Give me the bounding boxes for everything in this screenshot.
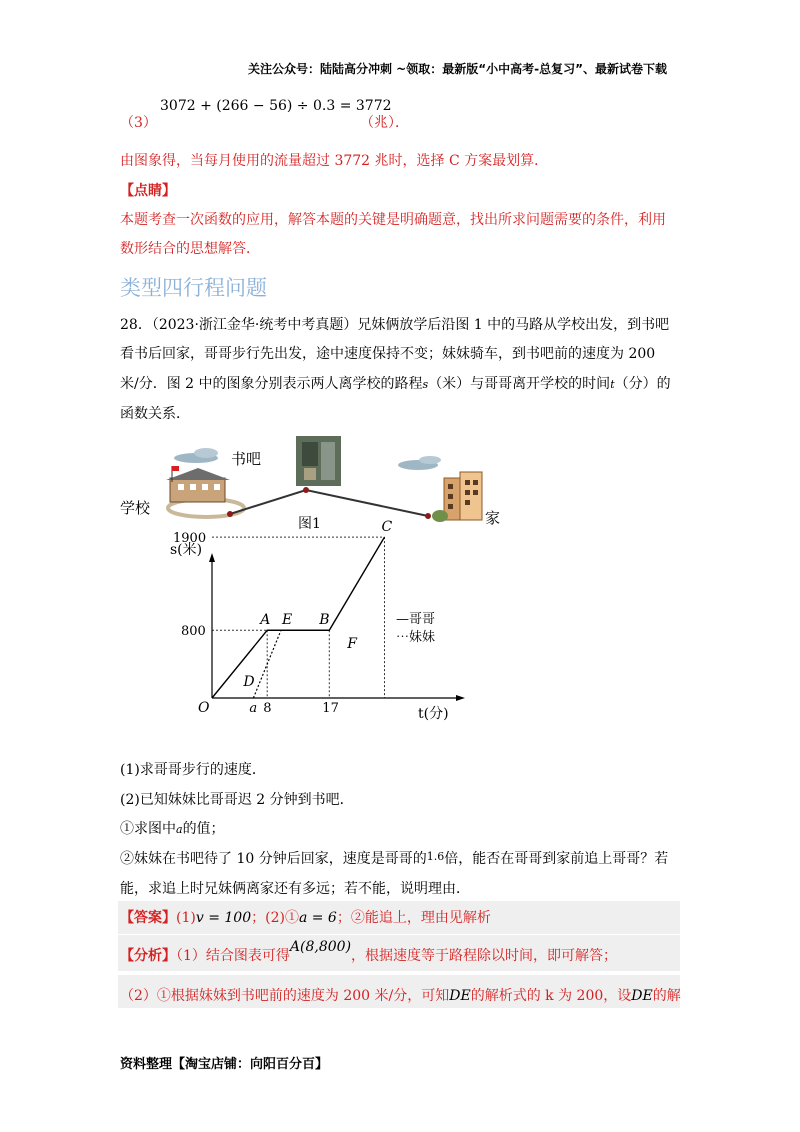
school-building-icon xyxy=(166,466,244,517)
school-marker xyxy=(227,511,233,517)
x-axis-label: t(分) xyxy=(418,706,449,722)
segment-de-2: DE xyxy=(631,988,653,1004)
ratio-number: 1.6 xyxy=(426,850,445,863)
origin-label: O xyxy=(198,700,210,716)
analysis-line-2 xyxy=(120,985,681,1005)
answer-text-3: ；②能追上，理由见解析 xyxy=(336,910,491,926)
x-tick-8: 8 xyxy=(263,701,272,716)
bookbar-photo-icon xyxy=(296,436,341,486)
legend-brother: —哥哥 xyxy=(396,612,436,627)
conclusion-text: 由图象得，当每月使用的流量超过 3772 兆时，选择 C 方案最划算． xyxy=(120,153,549,169)
analysis-text-2a: （2）①根据妹妹到书吧前的速度为 200 米/分，可知 xyxy=(120,988,450,1004)
legend-sister: ⋯妹妹 xyxy=(396,630,436,645)
answer-text-2: ；(2)① xyxy=(251,910,299,926)
point-label-d: D xyxy=(243,674,255,690)
x-tick-a: a xyxy=(249,701,258,716)
var-s: s xyxy=(422,378,429,391)
comment-line-2: 数形结合的思想解答． xyxy=(120,241,260,257)
analysis-text-1b: ，根据速度等于路程除以时间，即可解答； xyxy=(351,948,618,964)
question-2-1-a: ①求图中 xyxy=(120,821,176,837)
answer-text-1: (1) xyxy=(176,910,196,926)
var-a: a xyxy=(176,823,183,836)
point-a-coord: A(8,800) xyxy=(289,939,352,955)
question-2-1-b: 的值； xyxy=(182,821,225,837)
segment-de-1: DE xyxy=(449,988,471,1004)
problem-line-3-a: 米/分．图 2 中的图象分别表示两人离学校的路程 xyxy=(120,376,423,392)
point-label-b: B xyxy=(319,612,330,629)
question-2-2-cont: 能，求追上时兄妹俩离家还有多远；若不能，说明理由． xyxy=(120,881,470,897)
problem-line-4: 函数关系． xyxy=(120,406,190,422)
comment-tag: 【点睛】 xyxy=(120,183,176,199)
question-2-2 xyxy=(120,848,668,868)
bookbar-marker xyxy=(303,487,309,493)
problem-line-3 xyxy=(120,373,671,393)
series-brother-line xyxy=(212,537,385,698)
home-building-icon xyxy=(432,472,482,522)
analysis-text-2c: 的解 xyxy=(652,988,681,1004)
y-axis-label: s(米) xyxy=(170,542,203,558)
comment-line-1: 本题考查一次函数的应用，解答本题的关键是明确题意，找出所求问题需要的条件，利用 xyxy=(120,212,666,228)
point-label-e: E xyxy=(282,612,293,629)
problem-line-2: 看书后回家，哥哥步行先出发，途中速度保持不变；妹妹骑车，到书吧前的速度为 200 xyxy=(120,346,656,362)
answer-a: a = 6 xyxy=(298,910,337,926)
question-2-2-b: 倍，能否在哥哥到家前追上哥哥？若 xyxy=(444,851,669,867)
figure1-caption: 图1 xyxy=(298,516,321,532)
part3-label: （3） xyxy=(120,115,157,131)
x-axis-arrow xyxy=(456,695,465,701)
point-label-a: A xyxy=(260,612,271,629)
answer-line xyxy=(120,907,491,927)
problem-line-3-c: （分）的 xyxy=(614,376,671,392)
question-2-2-a: ②妹妹在书吧待了 10 分钟后回家，速度是哥哥的 xyxy=(120,851,427,867)
y-axis-arrow xyxy=(209,553,215,562)
analysis-tag: 【分析】 xyxy=(120,948,176,964)
part3-unit: （兆）． xyxy=(360,115,409,131)
analysis-line-1 xyxy=(120,939,618,965)
problem-line-3-b: （米）与哥哥离开学校的时间 xyxy=(428,376,611,392)
home-marker xyxy=(425,513,431,519)
x-tick-17: 17 xyxy=(322,701,339,716)
road-line xyxy=(230,490,428,516)
label-school: 学校 xyxy=(120,499,151,517)
answer-v: v = 100 xyxy=(195,910,252,926)
y-tick-800: 800 xyxy=(181,624,206,640)
question-2: (2)已知妹妹比哥哥迟 2 分钟到书吧． xyxy=(120,792,354,808)
problem-line-1: 28．（2023·浙江金华·统考中考真题）兄妹俩放学后沿图 1 中的马路从学校出发，到书吧 xyxy=(120,317,670,333)
page-header: 关注公众号：陆陆高分冲刺 ~领取：最新版“小中高考-总复习”、最新试卷下载 xyxy=(248,62,667,76)
analysis-text-2b: 的解析式的 k 为 200，设 xyxy=(470,988,632,1004)
question-1: (1)求哥哥步行的速度． xyxy=(120,762,266,778)
label-bookbar: 书吧 xyxy=(231,450,262,468)
point-label-c: C xyxy=(381,519,393,536)
part3-equation: 3072 + (266 − 56) ÷ 0.3 = 3772 xyxy=(160,98,392,114)
var-t: t xyxy=(610,378,615,391)
y-tick-1900: 1900 xyxy=(173,531,207,547)
answer-tag: 【答案】 xyxy=(120,910,176,926)
label-home: 家 xyxy=(485,509,501,527)
analysis-text-1a: （1）结合图表可得 xyxy=(176,948,290,964)
question-2-1 xyxy=(120,818,225,838)
section-title: 类型四行程问题 xyxy=(120,276,267,300)
point-label-f: F xyxy=(347,636,358,653)
page-footer: 资料整理【淘宝店铺：向阳百分百】 xyxy=(120,1057,329,1072)
